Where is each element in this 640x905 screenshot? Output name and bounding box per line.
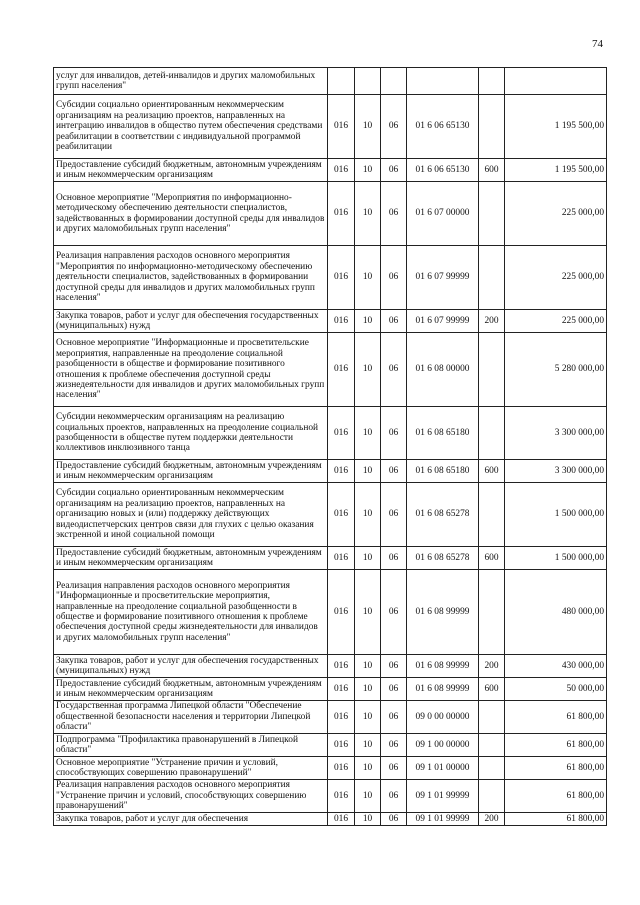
expense-name-cell: Предоставление субсидий бюджетным, автономным учреждениям и иным некоммерческим организациям bbox=[54, 547, 328, 570]
subsection-code-cell: 06 bbox=[381, 407, 407, 460]
expense-type-cell bbox=[479, 757, 505, 780]
table-row bbox=[54, 813, 607, 826]
ministry-code-cell: 016 bbox=[328, 407, 355, 460]
target-article-cell: 01 6 08 65278 bbox=[407, 483, 479, 547]
amount-cell: 1 195 500,00 bbox=[505, 95, 607, 159]
table-row bbox=[54, 159, 607, 182]
table-row bbox=[54, 68, 607, 95]
target-article-cell: 09 1 01 99999 bbox=[407, 813, 479, 826]
expense-type-cell bbox=[479, 780, 505, 813]
target-article-cell bbox=[407, 68, 479, 95]
subsection-code-cell: 06 bbox=[381, 310, 407, 333]
target-article-cell: 01 6 08 99999 bbox=[407, 678, 479, 701]
ministry-code-cell: 016 bbox=[328, 310, 355, 333]
target-article-cell: 01 6 08 99999 bbox=[407, 655, 479, 678]
section-code-cell: 10 bbox=[355, 483, 381, 547]
table-body bbox=[54, 68, 607, 826]
ministry-code-cell bbox=[328, 68, 355, 95]
amount-cell: 225 000,00 bbox=[505, 310, 607, 333]
section-code-cell: 10 bbox=[355, 246, 381, 310]
amount-cell: 5 280 000,00 bbox=[505, 333, 607, 407]
target-article-cell: 01 6 08 00000 bbox=[407, 333, 479, 407]
ministry-code-cell: 016 bbox=[328, 757, 355, 780]
subsection-code-cell: 06 bbox=[381, 159, 407, 182]
expense-type-cell bbox=[479, 483, 505, 547]
section-code-cell: 10 bbox=[355, 734, 381, 757]
table-row bbox=[54, 655, 607, 678]
target-article-cell: 09 1 00 00000 bbox=[407, 734, 479, 757]
ministry-code-cell: 016 bbox=[328, 780, 355, 813]
amount-cell: 61 800,00 bbox=[505, 734, 607, 757]
amount-cell: 430 000,00 bbox=[505, 655, 607, 678]
subsection-code-cell: 06 bbox=[381, 333, 407, 407]
amount-cell: 225 000,00 bbox=[505, 182, 607, 246]
ministry-code-cell: 016 bbox=[328, 483, 355, 547]
table-row bbox=[54, 678, 607, 701]
table-row bbox=[54, 246, 607, 310]
expense-name-cell: Субсидии социально ориентированным некоммерческим организациям на реализацию проектов, направленных на организацию новых и (или) поддержку действующих видеодиспетчерских центров связи для глухих с целью оказания экстренной и иной социальной помощи bbox=[54, 483, 328, 547]
expense-name-cell: Предоставление субсидий бюджетным, автономным учреждениям и иным некоммерческим организациям bbox=[54, 159, 328, 182]
expense-type-cell bbox=[479, 333, 505, 407]
expense-name-cell: Закупка товаров, работ и услуг для обеспечения государственных (муниципальных) нужд bbox=[54, 655, 328, 678]
subsection-code-cell: 06 bbox=[381, 182, 407, 246]
target-article-cell: 01 6 08 99999 bbox=[407, 570, 479, 655]
ministry-code-cell: 016 bbox=[328, 159, 355, 182]
subsection-code-cell bbox=[381, 68, 407, 95]
expense-name-cell: Подпрограмма "Профилактика правонарушений в Липецкой области" bbox=[54, 734, 328, 757]
table-row bbox=[54, 310, 607, 333]
section-code-cell: 10 bbox=[355, 547, 381, 570]
ministry-code-cell: 016 bbox=[328, 655, 355, 678]
expense-type-cell bbox=[479, 246, 505, 310]
amount-cell: 61 800,00 bbox=[505, 757, 607, 780]
ministry-code-cell: 016 bbox=[328, 734, 355, 757]
expense-type-cell bbox=[479, 68, 505, 95]
expense-type-cell: 200 bbox=[479, 310, 505, 333]
section-code-cell: 10 bbox=[355, 701, 381, 734]
expense-type-cell: 200 bbox=[479, 813, 505, 826]
ministry-code-cell: 016 bbox=[328, 678, 355, 701]
section-code-cell: 10 bbox=[355, 813, 381, 826]
target-article-cell: 09 0 00 00000 bbox=[407, 701, 479, 734]
table-row bbox=[54, 734, 607, 757]
section-code-cell: 10 bbox=[355, 310, 381, 333]
section-code-cell: 10 bbox=[355, 182, 381, 246]
table-row bbox=[54, 570, 607, 655]
section-code-cell: 10 bbox=[355, 333, 381, 407]
target-article-cell: 01 6 08 65180 bbox=[407, 460, 479, 483]
expense-name-cell: Закупка товаров, работ и услуг для обеспечения государственных (муниципальных) нужд bbox=[54, 310, 328, 333]
subsection-code-cell: 06 bbox=[381, 678, 407, 701]
ministry-code-cell: 016 bbox=[328, 813, 355, 826]
ministry-code-cell: 016 bbox=[328, 246, 355, 310]
ministry-code-cell: 016 bbox=[328, 333, 355, 407]
table-row bbox=[54, 483, 607, 547]
amount-cell: 1 500 000,00 bbox=[505, 483, 607, 547]
target-article-cell: 01 6 06 65130 bbox=[407, 159, 479, 182]
expense-name-cell: Основное мероприятие "Устранение причин и условий, способствующих совершению правонарушений" bbox=[54, 757, 328, 780]
expense-type-cell: 200 bbox=[479, 655, 505, 678]
ministry-code-cell: 016 bbox=[328, 460, 355, 483]
expense-name-cell: Реализация направления расходов основного мероприятия "Устранение причин и условий, способствующих совершению правонарушений" bbox=[54, 780, 328, 813]
subsection-code-cell: 06 bbox=[381, 570, 407, 655]
subsection-code-cell: 06 bbox=[381, 701, 407, 734]
section-code-cell: 10 bbox=[355, 95, 381, 159]
subsection-code-cell: 06 bbox=[381, 483, 407, 547]
subsection-code-cell: 06 bbox=[381, 655, 407, 678]
section-code-cell: 10 bbox=[355, 678, 381, 701]
section-code-cell: 10 bbox=[355, 655, 381, 678]
table-row bbox=[54, 407, 607, 460]
ministry-code-cell: 016 bbox=[328, 95, 355, 159]
ministry-code-cell: 016 bbox=[328, 182, 355, 246]
target-article-cell: 01 6 07 99999 bbox=[407, 310, 479, 333]
expense-name-cell: Основное мероприятие "Информационные и просветительские мероприятия, направленные на преодоление социальной разобщенности в обществе и формирование позитивного отношения к проблеме обеспечения доступной среды жизнедеятельности для инвалидов и других маломобильных групп населения" bbox=[54, 333, 328, 407]
subsection-code-cell: 06 bbox=[381, 813, 407, 826]
amount-cell: 225 000,00 bbox=[505, 246, 607, 310]
expense-type-cell bbox=[479, 95, 505, 159]
expense-name-cell: Предоставление субсидий бюджетным, автономным учреждениям и иным некоммерческим организациям bbox=[54, 678, 328, 701]
expense-type-cell bbox=[479, 182, 505, 246]
page-number: 74 bbox=[592, 38, 603, 50]
target-article-cell: 09 1 01 99999 bbox=[407, 780, 479, 813]
table-row bbox=[54, 547, 607, 570]
budget-table bbox=[53, 67, 607, 826]
expense-name-cell: Закупка товаров, работ и услуг для обеспечения bbox=[54, 813, 328, 826]
subsection-code-cell: 06 bbox=[381, 757, 407, 780]
expense-name-cell: услуг для инвалидов, детей-инвалидов и других маломобильных групп населения" bbox=[54, 68, 328, 95]
ministry-code-cell: 016 bbox=[328, 570, 355, 655]
subsection-code-cell: 06 bbox=[381, 780, 407, 813]
table-row bbox=[54, 780, 607, 813]
amount-cell: 3 300 000,00 bbox=[505, 407, 607, 460]
target-article-cell: 09 1 01 00000 bbox=[407, 757, 479, 780]
target-article-cell: 01 6 08 65278 bbox=[407, 547, 479, 570]
amount-cell: 1 500 000,00 bbox=[505, 547, 607, 570]
expense-type-cell bbox=[479, 407, 505, 460]
expense-type-cell bbox=[479, 734, 505, 757]
expense-name-cell: Основное мероприятие "Мероприятия по информационно-методическому обеспечению деятельности специалистов, задействованных в формировании доступной среды для инвалидов и других маломобильных групп населения" bbox=[54, 182, 328, 246]
amount-cell: 3 300 000,00 bbox=[505, 460, 607, 483]
expense-name-cell: Государственная программа Липецкой области "Обеспечение общественной безопасности населения и территории Липецкой области" bbox=[54, 701, 328, 734]
amount-cell: 61 800,00 bbox=[505, 780, 607, 813]
expense-type-cell: 600 bbox=[479, 547, 505, 570]
target-article-cell: 01 6 06 65130 bbox=[407, 95, 479, 159]
section-code-cell: 10 bbox=[355, 757, 381, 780]
expense-type-cell bbox=[479, 701, 505, 734]
table-row bbox=[54, 333, 607, 407]
expense-name-cell: Реализация направления расходов основного мероприятия "Информационные и просветительские мероприятия, направленные на преодоление социальной разобщенности в обществе и формирование позитивного отношения к проблеме обеспечения доступной среды жизнедеятельности для инвалидов и других маломобильных групп населения" bbox=[54, 570, 328, 655]
target-article-cell: 01 6 08 65180 bbox=[407, 407, 479, 460]
amount-cell: 50 000,00 bbox=[505, 678, 607, 701]
subsection-code-cell: 06 bbox=[381, 460, 407, 483]
target-article-cell: 01 6 07 00000 bbox=[407, 182, 479, 246]
section-code-cell: 10 bbox=[355, 159, 381, 182]
ministry-code-cell: 016 bbox=[328, 547, 355, 570]
table-row bbox=[54, 701, 607, 734]
expense-name-cell: Предоставление субсидий бюджетным, автономным учреждениям и иным некоммерческим организациям bbox=[54, 460, 328, 483]
expense-name-cell: Субсидии некоммерческим организациям на реализацию социальных проектов, направленных на преодоление социальной разобщенности в обществе путем поддержки деятельности коллективов инклюзивного танца bbox=[54, 407, 328, 460]
amount-cell: 61 800,00 bbox=[505, 701, 607, 734]
expense-name-cell: Субсидии социально ориентированным некоммерческим организациям на реализацию проектов, направленных на интеграцию инвалидов в общество путем обеспечения средствами реабилитации в соответствии с индивидуальной программой реабилитации bbox=[54, 95, 328, 159]
section-code-cell: 10 bbox=[355, 407, 381, 460]
section-code-cell: 10 bbox=[355, 570, 381, 655]
subsection-code-cell: 06 bbox=[381, 734, 407, 757]
section-code-cell: 10 bbox=[355, 460, 381, 483]
subsection-code-cell: 06 bbox=[381, 246, 407, 310]
section-code-cell: 10 bbox=[355, 780, 381, 813]
expense-type-cell: 600 bbox=[479, 460, 505, 483]
table-row bbox=[54, 95, 607, 159]
section-code-cell bbox=[355, 68, 381, 95]
ministry-code-cell: 016 bbox=[328, 701, 355, 734]
table-row bbox=[54, 757, 607, 780]
amount-cell: 1 195 500,00 bbox=[505, 159, 607, 182]
amount-cell: 480 000,00 bbox=[505, 570, 607, 655]
table-row bbox=[54, 182, 607, 246]
amount-cell: 61 800,00 bbox=[505, 813, 607, 826]
amount-cell bbox=[505, 68, 607, 95]
expense-type-cell bbox=[479, 570, 505, 655]
target-article-cell: 01 6 07 99999 bbox=[407, 246, 479, 310]
subsection-code-cell: 06 bbox=[381, 95, 407, 159]
expense-name-cell: Реализация направления расходов основного мероприятия "Мероприятия по информационно-методическому обеспечению деятельности специалистов, задействованных в формировании доступной среды для инвалидов и других маломобильных групп населения" bbox=[54, 246, 328, 310]
subsection-code-cell: 06 bbox=[381, 547, 407, 570]
expense-type-cell: 600 bbox=[479, 159, 505, 182]
table-row bbox=[54, 460, 607, 483]
expense-type-cell: 600 bbox=[479, 678, 505, 701]
